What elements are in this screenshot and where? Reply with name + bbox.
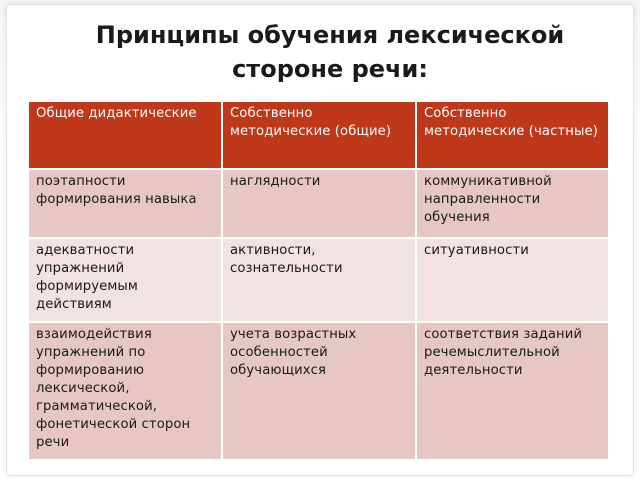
table-cell: коммуникативной направленности обучения bbox=[416, 169, 609, 238]
slide-title-line-2: стороне речи: bbox=[232, 55, 428, 83]
table-cell: активности, сознательности bbox=[222, 238, 416, 322]
slide-title-line-1: Принципы обучения лексической bbox=[95, 21, 565, 49]
table-row bbox=[28, 322, 609, 460]
table-header-row bbox=[28, 101, 609, 169]
table-cell: адекватности упражнений формируемым действиям bbox=[28, 238, 222, 322]
table-cell: наглядности bbox=[222, 169, 416, 238]
header-methodical-specific: Собственно методические (частные) bbox=[416, 101, 609, 169]
table-cell: учета возрастных особенностей обучающихся bbox=[222, 322, 416, 460]
table-cell: ситуативности bbox=[416, 238, 609, 322]
table-cell: соответствия заданий речемыслительной деятельности bbox=[416, 322, 609, 460]
principles-table bbox=[27, 100, 610, 461]
table-cell: поэтапности формирования навыка bbox=[28, 169, 222, 238]
header-general-didactic: Общие дидактические bbox=[28, 101, 222, 169]
table-row bbox=[28, 169, 609, 238]
slide-title bbox=[40, 18, 620, 86]
table-cell: взаимодействия упражнений по формированию лексической, грамматической, фонетической сторон речи bbox=[28, 322, 222, 460]
table-row bbox=[28, 238, 609, 322]
header-methodical-general: Собственно методические (общие) bbox=[222, 101, 416, 169]
